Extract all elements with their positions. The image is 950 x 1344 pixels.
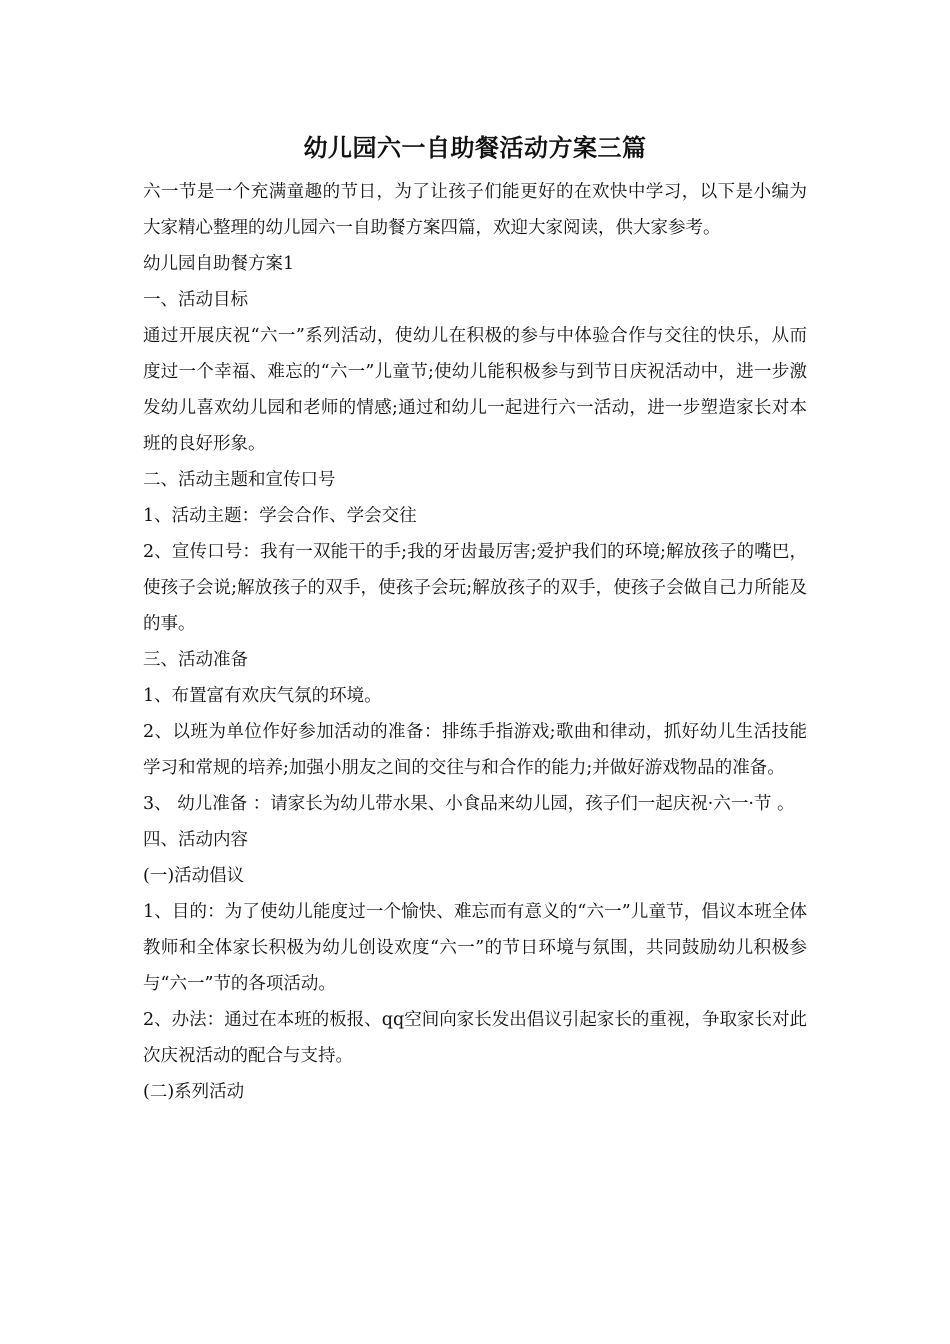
subsection-heading-activities: (二)系列活动	[143, 1082, 245, 1102]
preparation-item-3: 3、 幼儿准备 ：请家长为幼儿带水果、小食品来幼儿园，孩子们一起庆祝·六一·节 。	[143, 794, 795, 814]
section-heading-preparation: 三、活动准备	[143, 650, 248, 670]
section-heading-content: 四、活动内容	[143, 830, 248, 850]
initiative-method: 2、办法：通过在本班的板报、qq空间向家长发出倡议引起家长的重视，争取家长对此次庆祝活动的配合与支持。	[143, 1010, 807, 1066]
document-body	[143, 128, 807, 1110]
intro-paragraph: 六一节是一个充满童趣的节日，为了让孩子们能更好的在欢快中学习，以下是小编为大家精心整理的幼儿园六一自助餐方案四篇，欢迎大家阅读，供大家参考。	[143, 182, 807, 238]
initiative-purpose: 1、目的：为了使幼儿能度过一个愉快、难忘而有意义的“六一”儿童节，倡议本班全体教师和全体家长积极为幼儿创设欢度“六一”的节日环境与氛围，共同鼓励幼儿积极参与“六一”节的各项活动。	[143, 902, 807, 994]
preparation-item-1: 1、布置富有欢庆气氛的环境。	[143, 686, 382, 706]
slogan-item: 2、宣传口号：我有一双能干的手;我的牙齿最厉害;爱护我们的环境;解放孩子的嘴巴，使孩子会说;解放孩子的双手，使孩子会玩;解放孩子的双手，使孩子会做自己力所能及的事。	[143, 542, 807, 634]
plan-heading: 幼儿园自助餐方案1	[143, 254, 295, 274]
goals-paragraph: 通过开展庆祝“六一”系列活动，使幼儿在积极的参与中体验合作与交往的快乐，从而度过一个幸福、难忘的“六一”儿童节;使幼儿能积极参与到节日庆祝活动中，进一步激发幼儿喜欢幼儿园和老师的情感;通过和幼儿一起进行六一活动，进一步塑造家长对本班的良好形象。	[143, 326, 807, 454]
theme-item: 1、活动主题：学会合作、学会交往	[143, 506, 417, 526]
document-title: 幼儿园六一自助餐活动方案三篇	[303, 133, 647, 162]
subsection-heading-initiative: (一)活动倡议	[143, 866, 245, 886]
section-heading-theme: 二、活动主题和宣传口号	[143, 470, 336, 490]
section-heading-goals: 一、活动目标	[143, 290, 248, 310]
preparation-item-2: 2、以班为单位作好参加活动的准备：排练手指游戏;歌曲和律动，抓好幼儿生活技能学习和常规的培养;加强小朋友之间的交往与和合作的能力;并做好游戏物品的准备。	[143, 722, 807, 778]
